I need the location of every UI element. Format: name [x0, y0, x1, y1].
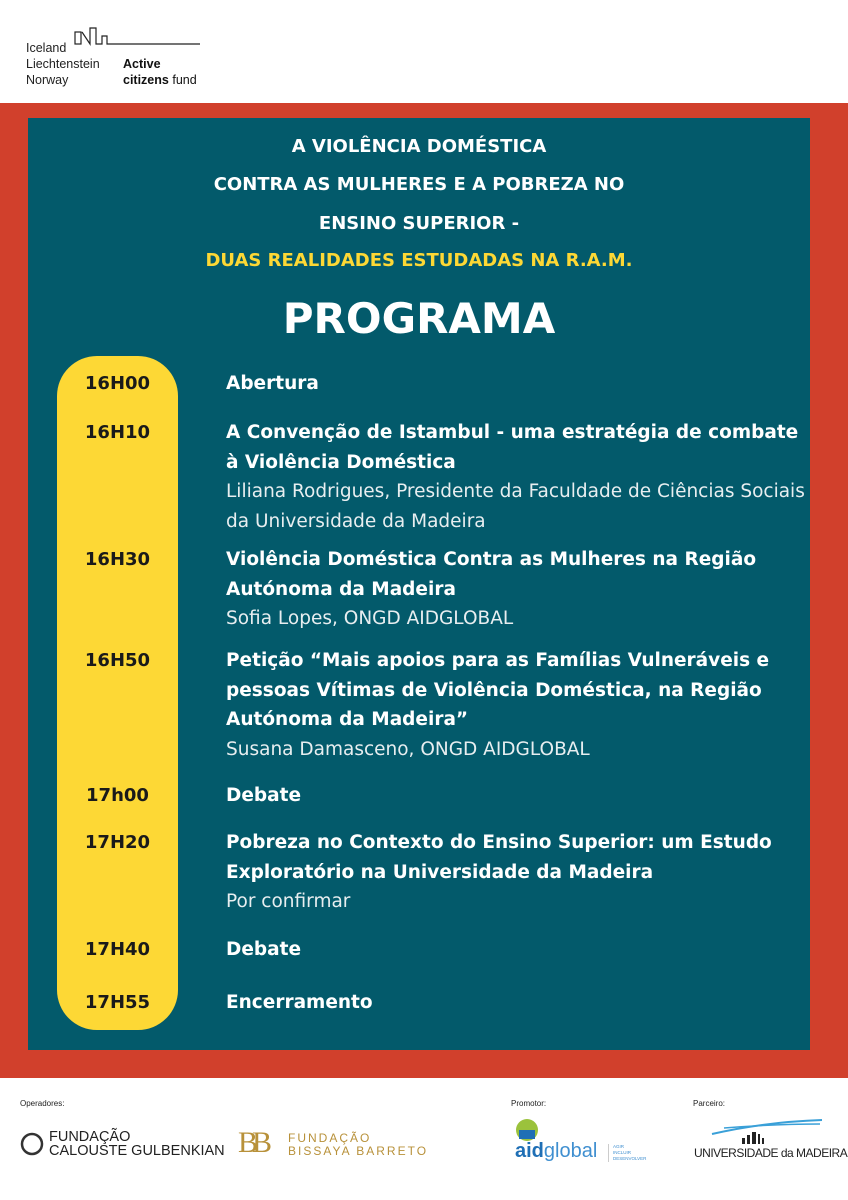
schedule-title: Violência Doméstica Contra as Mulheres na Região Autónoma da Madeira	[226, 549, 757, 600]
country-liechtenstein: Liechtenstein	[26, 57, 100, 71]
schedule-time: 16H00	[84, 373, 151, 394]
country-iceland: Iceland	[26, 41, 67, 55]
schedule-time: 17h00	[86, 785, 149, 806]
schedule-speaker: Susana Damasceno, ONGD AIDGLOBAL	[226, 738, 590, 760]
schedule-speaker: Sofia Lopes, ONGD AIDGLOBAL	[226, 608, 514, 629]
gulbenkian-emblem-icon	[20, 1131, 44, 1157]
schedule-title: Debate	[226, 939, 302, 960]
page-title: PROGRAMA	[282, 294, 556, 343]
time-column-highlight	[57, 356, 178, 1030]
gulbenkian-line-1: FUNDAÇÃO	[49, 1129, 131, 1145]
gulbenkian-line-2: CALOUSTE GULBENKIAN	[49, 1143, 225, 1159]
schedule-title: A Convenção de Istambul - uma estratégia de combate à Violência Doméstica	[226, 422, 799, 473]
schedule-time: 17H20	[84, 832, 151, 853]
aid-tag-1: AGIR	[613, 1144, 625, 1149]
fund-word: fund	[172, 73, 197, 87]
donor-countries	[26, 40, 100, 88]
schedule-time: 16H10	[84, 422, 151, 443]
title-subtitle: DUAS REALIDADES ESTUDADAS NA R.A.M.	[205, 250, 633, 271]
uma-emblem-icon	[694, 1118, 830, 1146]
schedule-time: 16H50	[84, 650, 151, 671]
promoter-label: Promotor:	[511, 1099, 547, 1108]
fund-active: Active	[123, 57, 161, 71]
schedule-title: Encerramento	[226, 992, 373, 1013]
partner-label: Parceiro:	[693, 1099, 726, 1108]
bb-monogram-icon: BB	[238, 1126, 267, 1159]
header	[0, 0, 848, 103]
program-panel	[28, 118, 810, 1050]
aid-text: aid	[515, 1140, 544, 1162]
global-text: global	[543, 1140, 598, 1162]
title-line-1: A VIOLÊNCIA DOMÉSTICA	[291, 136, 547, 157]
schedule-speaker: Liliana Rodrigues, Presidente da Faculdade de Ciências Sociais da Universidade da Madeira	[226, 481, 805, 532]
bissaya-line-1: FUNDAÇÃO	[288, 1131, 372, 1145]
active-citizens-fund-logo	[26, 22, 206, 92]
schedule-title: Debate	[226, 785, 302, 806]
title-line-3: ENSINO SUPERIOR -	[318, 213, 520, 234]
aid-tag-3: DESENVOLVER	[613, 1156, 647, 1161]
schedule-time: 17H55	[84, 992, 151, 1013]
schedule-title: Petição “Mais apoios para as Famílias Vulneráveis e pessoas Vítimas de Violência Doméstica, na Região Autónoma da Madeira”	[226, 650, 770, 730]
schedule-speaker: Por confirmar	[226, 891, 351, 912]
aid-tag-2: INCLUIR	[613, 1150, 632, 1155]
title-line-2: CONTRA AS MULHERES E A POBREZA NO	[213, 174, 625, 195]
bissaya-line-2: BISSAYA BARRETO	[288, 1144, 429, 1158]
country-norway: Norway	[26, 73, 69, 87]
fund-citizens: citizens	[123, 73, 169, 87]
operators-label: Operadores:	[20, 1099, 65, 1108]
schedule-title: Abertura	[226, 373, 319, 394]
schedule-time: 16H30	[84, 549, 151, 570]
schedule-title: Pobreza no Contexto do Ensino Superior: um Estudo Exploratório na Universidade da Madeira	[226, 832, 772, 883]
fund-name	[123, 56, 197, 88]
schedule-time: 17H40	[84, 939, 151, 960]
uma-text: UNIVERSIDADE da MADEIRA	[694, 1146, 848, 1160]
footer	[0, 1078, 848, 1200]
